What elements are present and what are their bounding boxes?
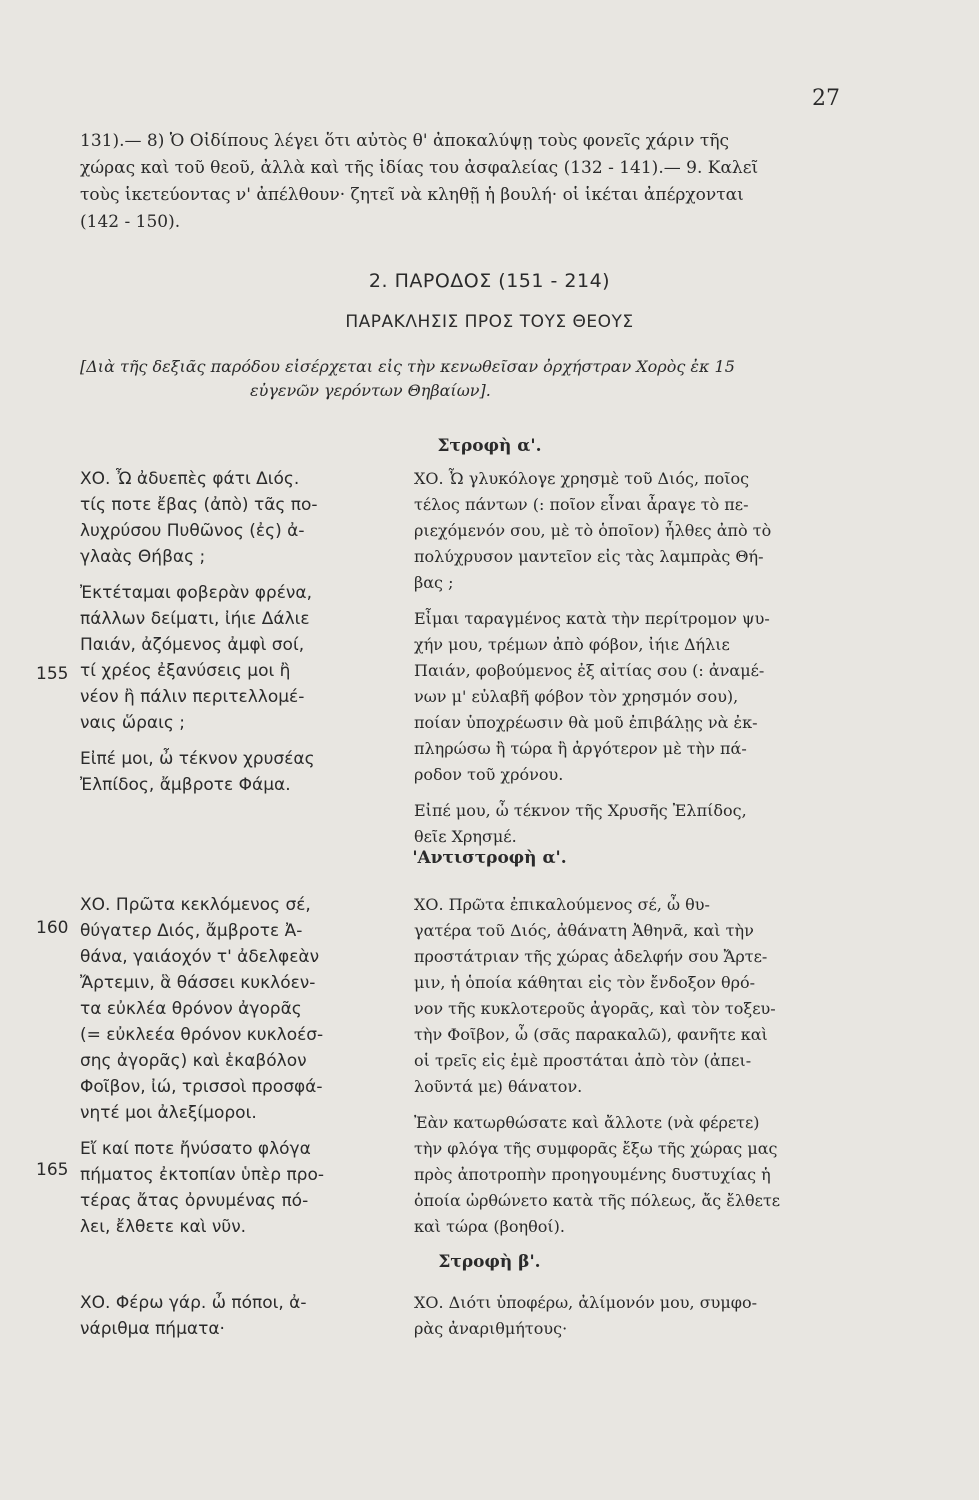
line-number: 155 xyxy=(36,664,69,684)
text-line: καὶ τώρα (βοηθοί). xyxy=(414,1217,565,1236)
paragraph xyxy=(414,1290,846,1342)
text-line: Ἐὰν κατωρθώσατε καὶ ἄλλοτε (νὰ φέρετε) xyxy=(414,1113,760,1132)
text-line: λοῦντά με) θάνατον. xyxy=(414,1077,583,1096)
text-line: Εἰπέ μοι, ὦ τέκνον χρυσέας xyxy=(80,749,315,769)
text-line: νέον ἢ πάλιν περιτελλομέ- xyxy=(80,687,305,707)
text-line: θύγατερ Διός, ἄμβροτε Ἀ- xyxy=(80,921,303,941)
text-line: πρὸς ἀποτροπὴν προηγουμένης δυστυχίας ἡ xyxy=(414,1165,771,1184)
text-line: Εἴ καί ποτε ἤνύσατο φλόγα xyxy=(80,1139,311,1159)
section-subtitle: ΠΑΡΑΚΛΗΣΙΣ ΠΡΟΣ ΤΟΥΣ ΘΕΟΥΣ xyxy=(345,312,634,332)
text-line: Φοῖβον, ἰώ, τρισσοὶ προσφά- xyxy=(80,1077,323,1097)
text-line: νων μ' εὐλαβῆ φόβον τὸν χρησμόν σου), xyxy=(414,687,739,706)
antistrophe-a-translation xyxy=(414,892,846,1250)
text-line: ΧΟ. Πρῶτα κεκλόμενος σέ, xyxy=(80,895,311,915)
text-line: ΧΟ. Διότι ὑποφέρω, ἀλίμονόν μου, συμφο- xyxy=(414,1293,757,1312)
text-line: τίς ποτε ἔβας (ἀπὸ) τᾶς πο- xyxy=(80,495,318,515)
intro-paragraph xyxy=(80,128,844,236)
paragraph xyxy=(414,1110,846,1240)
text-line: Παιάν, ἀζόμενος ἀμφὶ σοί, xyxy=(80,635,305,655)
text-line: Εἰπέ μου, ὦ τέκνον τῆς Χρυσῆς Ἐλπίδος, xyxy=(414,801,747,820)
text-line: ποίαν ὑποχρέωσιν θὰ μοῦ ἐπιβάλῃς νὰ ἐκ- xyxy=(414,713,758,732)
text-line: ναις ὥραις ; xyxy=(80,713,185,733)
text-line: τα εὐκλέα θρόνον ἀγορᾶς xyxy=(80,999,302,1019)
paragraph xyxy=(80,746,400,798)
intro-line: 131).— 8) Ὁ Οἰδίπους λέγει ὅτι αὐτὸς θ' ἀποκαλύψῃ τοὺς φονεῖς χάριν τῆς xyxy=(80,131,730,151)
text-line: τέρας ἄτας ὀρνυμένας πό- xyxy=(80,1191,309,1211)
text-line: θάνα, γαιάοχόν τ' ἀδελφεὰν xyxy=(80,947,320,967)
text-line: ὁποία ὠρθώνετο κατὰ τῆς πόλεως, ἄς ἔλθετε xyxy=(414,1191,781,1210)
text-line: τέλος πάντων (: ποῖον εἶναι ἆραγε τὸ πε- xyxy=(414,495,749,514)
text-line: ρὰς ἀναριθμήτους· xyxy=(414,1319,568,1338)
text-line: Ἐκτέταμαι φοβερὰν φρένα, xyxy=(80,583,312,603)
intro-line: χώρας καὶ τοῦ θεοῦ, ἀλλὰ καὶ τῆς ἰδίας του ἀσφαλείας (132 - 141).— 9. Καλεῖ xyxy=(80,158,759,178)
paragraph xyxy=(414,466,846,596)
text-line: Ἄρτεμιν, ἃ θάσσει κυκλόεν- xyxy=(80,973,316,993)
text-line: μιν, ἡ ὁποία κάθηται εἰς τὸν ἔνδοξον θρό- xyxy=(414,973,756,992)
strophe-b-translation xyxy=(414,1290,846,1352)
heading-strophe-b: Στροφὴ β'. xyxy=(438,1252,541,1272)
text-line: ΧΟ. Ὦ ἀδυεπὲς φάτι Διός. xyxy=(80,469,300,489)
section-title: 2. ΠΑΡΟΔΟΣ (151 - 214) xyxy=(368,270,611,292)
heading-antistrophe-a: 'Αντιστροφὴ α'. xyxy=(412,848,567,868)
antistrophe-a-greek xyxy=(80,892,400,1250)
stage-direction-line: εὐγενῶν γερόντων Θηβαίων]. xyxy=(250,381,491,400)
text-line: βας ; xyxy=(414,573,454,592)
text-line: τί χρέος ἐξανύσεις μοι ἢ xyxy=(80,661,291,681)
text-line: προστάτριαν τῆς χώρας ἀδελφήν σου Ἄρτε- xyxy=(414,947,768,966)
text-line: νητέ μοι ἀλεξίμοροι. xyxy=(80,1103,257,1123)
text-line: νον τῆς κυκλοτεροῦς ἀγορᾶς, καὶ τὸν τοξευ- xyxy=(414,999,776,1018)
text-line: γατέρα τοῦ Διός, ἀθάνατη Ἀθηνᾶ, καὶ τὴν xyxy=(414,921,754,940)
strophe-b-greek xyxy=(80,1290,400,1352)
text-line: πάλλων δείματι, ἰήιε Δάλιε xyxy=(80,609,310,629)
text-line: σης ἀγορᾶς) καὶ ἑκαβόλον xyxy=(80,1051,307,1071)
text-line: ΧΟ. Πρῶτα ἐπικαλούμενος σέ, ὦ θυ- xyxy=(414,895,710,914)
paragraph xyxy=(414,606,846,788)
text-line: νάριθμα πήματα· xyxy=(80,1319,225,1339)
text-line: λει, ἔλθετε καὶ νῦν. xyxy=(80,1217,247,1237)
paragraph xyxy=(80,1136,400,1240)
text-line: ροδον τοῦ χρόνου. xyxy=(414,765,564,784)
text-line: πληρώσω ἢ τώρα ἢ ἀργότερον μὲ τὴν πά- xyxy=(414,739,747,758)
text-line: ριεχόμενόν σου, μὲ τὸ ὁποῖον) ἦλθες ἀπὸ τὸ xyxy=(414,521,772,540)
paragraph xyxy=(414,892,846,1100)
stage-direction-line: [Διὰ τῆς δεξιᾶς παρόδου εἰσέρχεται εἰς τὴν κενωθεῖσαν ὀρχήστραν Χορὸς ἐκ 15 xyxy=(80,357,735,376)
text-line: τὴν φλόγα τῆς συμφορᾶς ἔξω τῆς χώρας μας xyxy=(414,1139,778,1158)
text-line: λυχρύσου Πυθῶνος (ἐς) ἀ- xyxy=(80,521,305,541)
paragraph xyxy=(414,798,846,850)
text-line: Παιάν, φοβούμενος ἐξ αἰτίας σου (: ἀναμέ- xyxy=(414,661,765,680)
text-line: θεῖε Χρησμέ. xyxy=(414,827,517,846)
paragraph xyxy=(80,466,400,570)
text-line: (= εὐκλεέα θρόνον κυκλοέσ- xyxy=(80,1025,324,1045)
intro-line: (142 - 150). xyxy=(80,212,181,232)
line-number: 165 xyxy=(36,1160,69,1180)
line-number: 160 xyxy=(36,918,69,938)
page-number: 27 xyxy=(812,86,840,111)
paragraph xyxy=(80,580,400,736)
text-line: τὴν Φοῖβον, ὦ (σᾶς παρακαλῶ), φανῆτε καὶ xyxy=(414,1025,768,1044)
intro-line: τοὺς ἱκετεύοντας ν' ἀπέλθουν· ζητεῖ νὰ κληθῇ ἡ βουλή· οἱ ἱκέται ἀπέρχονται xyxy=(80,185,744,205)
paragraph xyxy=(80,892,400,1126)
heading-strophe-a: Στροφὴ α'. xyxy=(437,436,542,456)
text-line: γλαὰς Θήβας ; xyxy=(80,547,206,567)
text-line: χήν μου, τρέμων ἀπὸ φόβον, ἰήιε Δήλιε xyxy=(414,635,730,654)
paragraph xyxy=(80,1290,400,1342)
text-line: Εἶμαι ταραγμένος κατὰ τὴν περίτρομον ψυ- xyxy=(414,609,770,628)
stage-direction xyxy=(80,355,844,403)
strophe-a-greek xyxy=(80,466,400,808)
text-line: ΧΟ. Φέρω γάρ. ὦ πόποι, ἀ- xyxy=(80,1293,307,1313)
text-line: πολύχρυσον μαντεῖον εἰς τὰς λαμπρὰς Θή- xyxy=(414,547,764,566)
text-line: Ἐλπίδος, ἄμβροτε Φάμα. xyxy=(80,775,291,795)
text-line: οἱ τρεῖς εἰς ἐμὲ προστάται ἀπὸ τὸν (ἀπει- xyxy=(414,1051,752,1070)
text-line: ΧΟ. Ὦ γλυκόλογε χρησμὲ τοῦ Διός, ποῖος xyxy=(414,469,750,488)
strophe-a-translation xyxy=(414,466,846,860)
text-line: πήματος ἐκτοπίαν ὑπὲρ προ- xyxy=(80,1165,325,1185)
